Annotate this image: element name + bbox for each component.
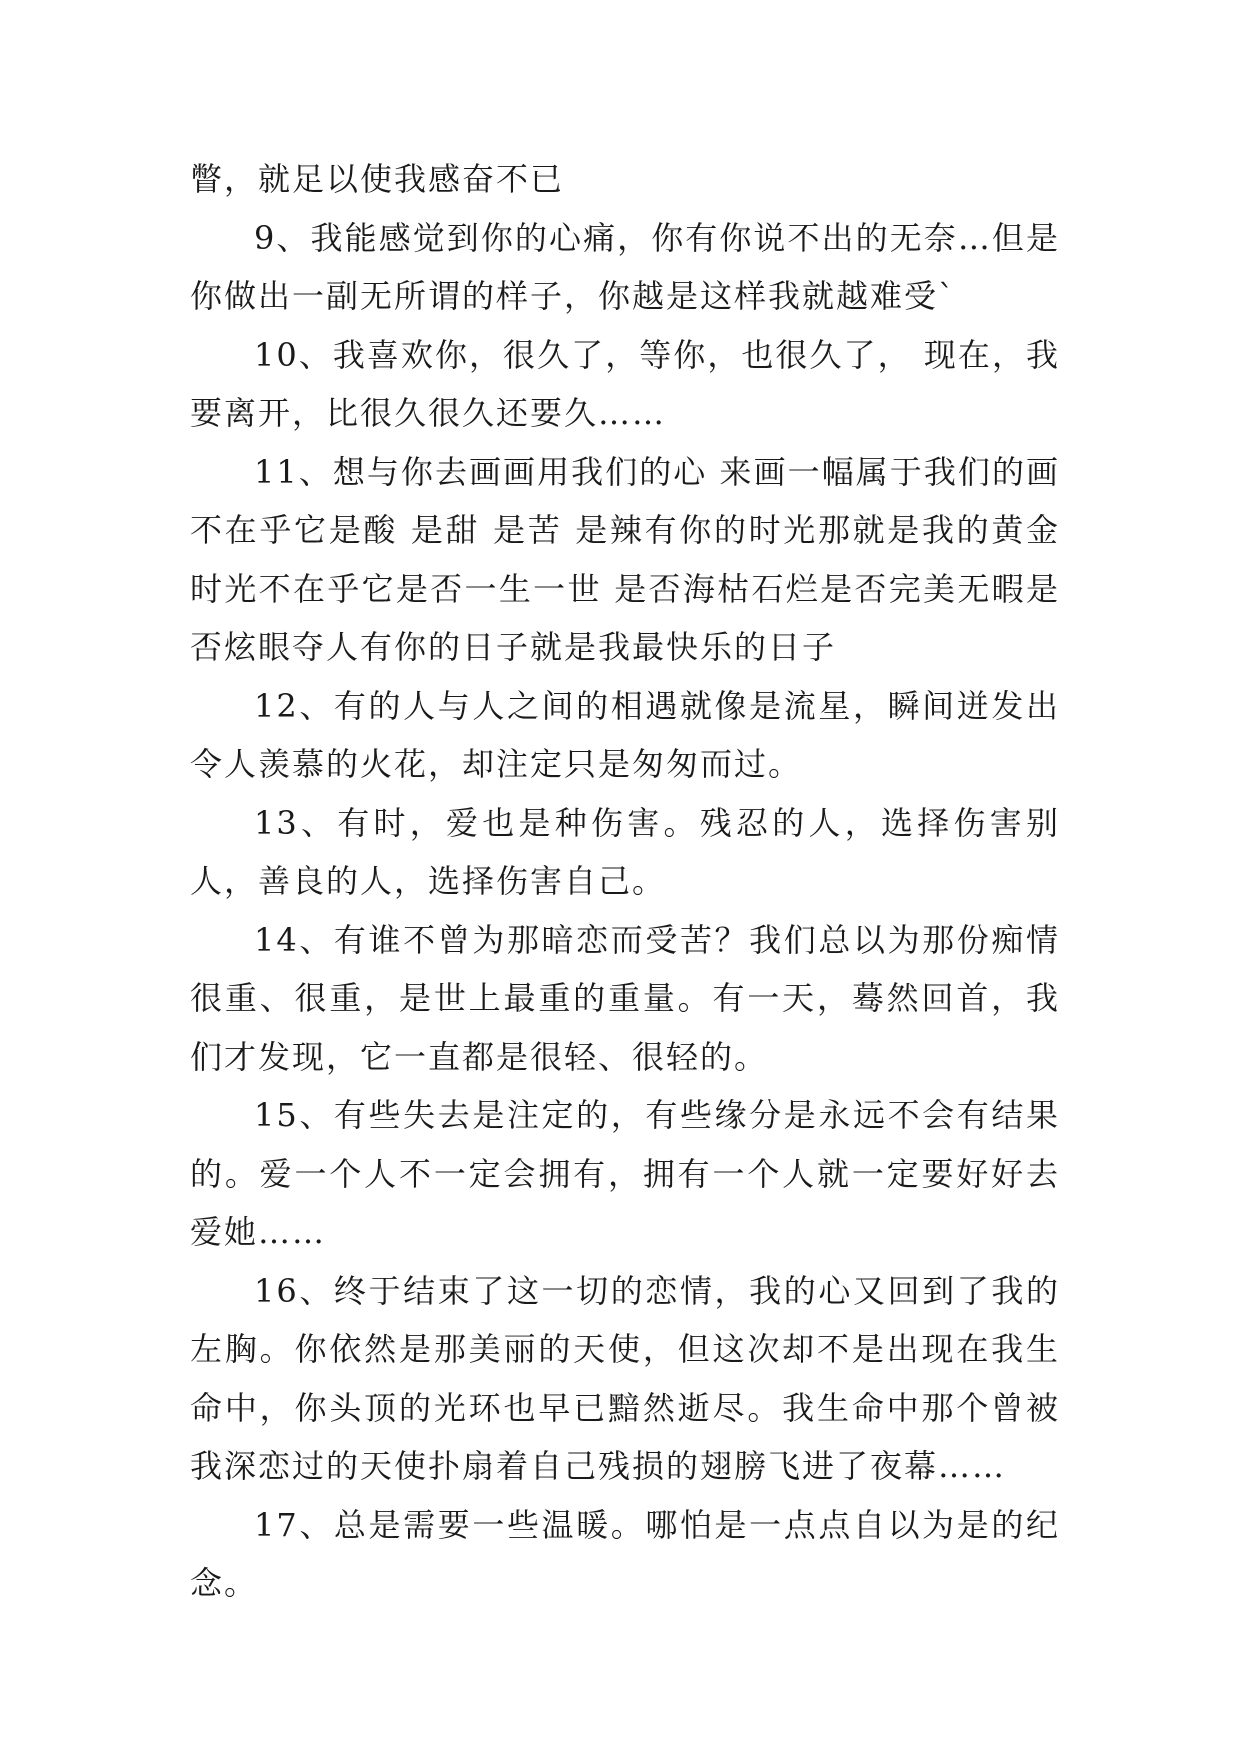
body-text [190,150,1060,1613]
paragraph-15: 15、有些失去是注定的，有些缘分是永远不会有结果的。爱一个人不一定会拥有，拥有一个人就一定要好好去爱她…… [190,1096,1060,1251]
paragraph-14: 14、有谁不曾为那暗恋而受苦？我们总以为那份痴情很重、很重，是世上最重的重量。有一天，蓦然回首，我们才发现，它一直都是很轻、很轻的。 [190,920,1060,1076]
paragraph-12: 12、有的人与人之间的相遇就像是流星，瞬间迸发出令人羡慕的火花，却注定只是匆匆而过。 [190,686,1060,783]
paragraph-13: 13、有时，爱也是种伤害。残忍的人，选择伤害别人，善良的人，选择伤害自己。 [190,803,1060,900]
paragraph-16: 16、终于结束了这一切的恋情，我的心又回到了我的左胸。你依然是那美丽的天使，但这次却不是出现在我生命中，你头顶的光环也早已黯然逝尽。我生命中那个曾被我深恋过的天使扑扇着自己残损的翅膀飞进了夜幕…… [190,1271,1060,1485]
paragraph-11: 11、想与你去画画用我们的心 来画一幅属于我们的画 不在乎它是酸 是甜 是苦 是辣有你的时光那就是我的黄金时光不在乎它是否一生一世 是否海枯石烂是否完美无暇是否炫眼夺人有你的日子就是我最快乐的日子 [190,452,1060,666]
paragraph-10: 10、我喜欢你，很久了，等你，也很久了， 现在，我要离开，比很久很久还要久…… [190,335,1060,432]
paragraph-continuation: 瞥，就足以使我感奋不已 [190,160,565,198]
paragraph-9: 9、我能感觉到你的心痛，你有你说不出的无奈…但是你做出一副无所谓的样子，你越是这样我就越难受` [190,218,1060,315]
paragraph-17: 17、总是需要一些温暖。哪怕是一点点自以为是的纪念。 [190,1505,1060,1602]
